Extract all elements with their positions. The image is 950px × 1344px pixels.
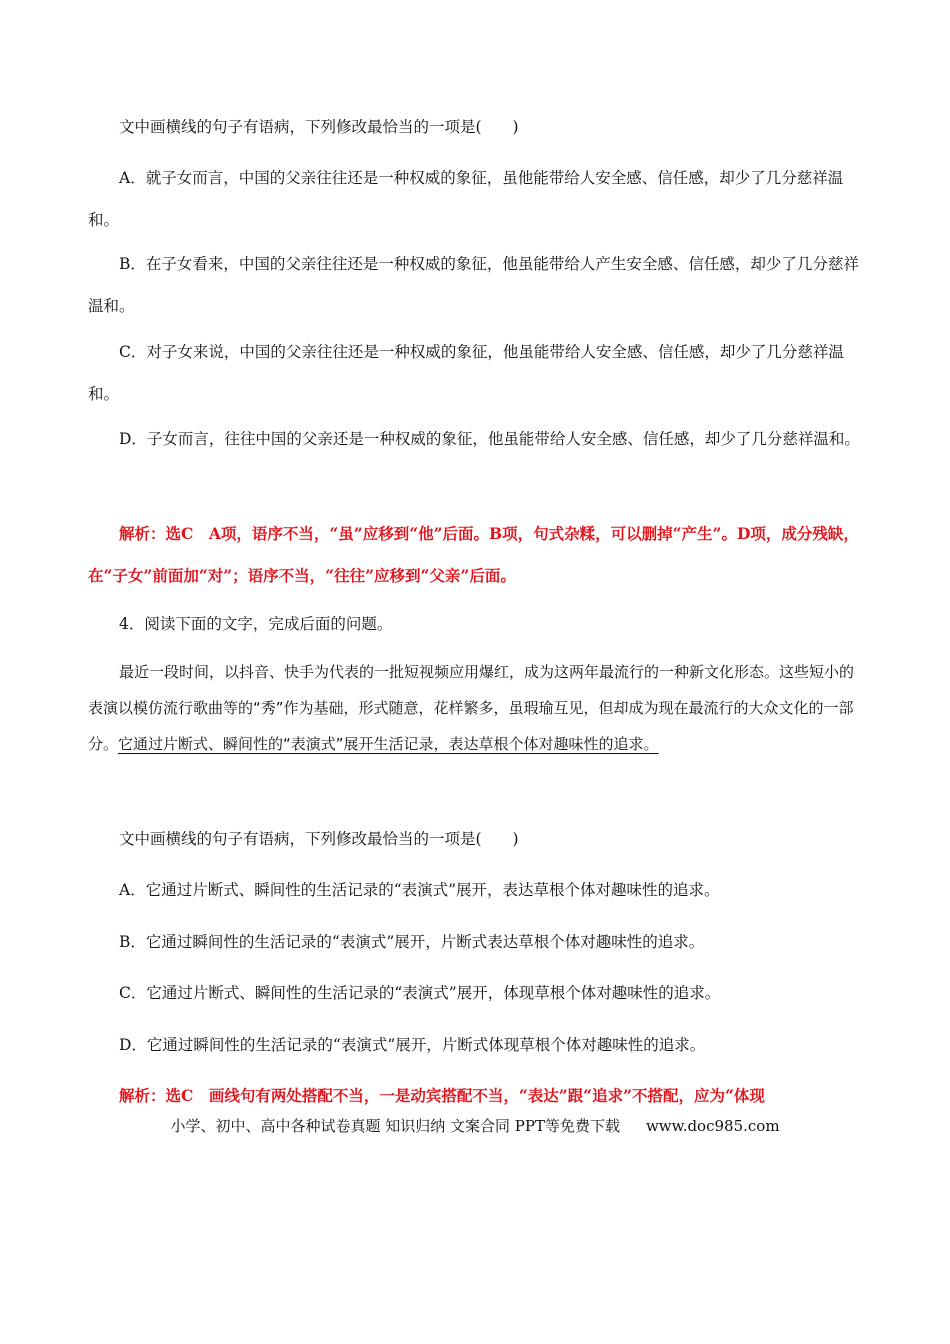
q3-option-c: C．对子女来说，中国的父亲往往还是一种权威的象征，他虽能带给人安全感、信任感，却少了几分慈祥温和。 (88, 343, 844, 403)
q4-option-d: D．它通过瞬间性的生活记录的“表演式”展开，片断式体现草根个体对趣味性的追求。 (119, 1036, 706, 1054)
q4-option-c: C．它通过片断式、瞬间性的生活记录的“表演式”展开，体现草根个体对趣味性的追求。 (119, 984, 721, 1002)
q4-intro: 4．阅读下面的文字，完成后面的问题。 (119, 615, 393, 633)
q4-option-b: B．它通过瞬间性的生活记录的“表演式”展开，片断式表达草根个体对趣味性的追求。 (119, 933, 705, 951)
q3-analysis: 解析：选C A项，语序不当，“虽”应移到“他”后面。B项，句式杂糅，可以删掉“产生”。D项，成分残缺，在“子女”前面加“对”；语序不当，“往往”应移到“父亲”后面。 (88, 524, 859, 585)
q4-stem: 文中画横线的句子有语病，下列修改最恰当的一项是( ) (119, 830, 519, 848)
footer-text: 小学、初中、高中各种试卷真题 知识归纳 文案合同 PPT等免费下载 (170, 1117, 620, 1135)
q4-passage-text: 最近一段时间，以抖音、快手为代表的一批短视频应用爆红，成为这两年最流行的一种新文化形态。这些短小的表演以模仿流行歌曲等的“秀”作为基础，形式随意，花样繁多，虽瑕瑜互见，但却成为现在最流行的大众文化的一部分。 (88, 663, 855, 753)
q3-option-b: B．在子女看来，中国的父亲往往还是一种权威的象征，他虽能带给人产生安全感、信任感，却少了几分慈祥温和。 (88, 255, 859, 315)
q3-option-a: A．就子女而言，中国的父亲往往还是一种权威的象征，虽他能带给人安全感、信任感，却少了几分慈祥温和。 (88, 169, 844, 229)
q4-underlined-sentence: 它通过片断式、瞬间性的“表演式”展开生活记录，表达草根个体对趣味性的追求。 (118, 735, 659, 753)
q4-option-a: A．它通过片断式、瞬间性的生活记录的“表演式”展开，表达草根个体对趣味性的追求。 (119, 881, 720, 899)
footer-site-link[interactable]: www.doc985.com (645, 1117, 780, 1135)
q4-analysis: 解析：选C 画线句有两处搭配不当，一是动宾搭配不当，“表达”跟“追求”不搭配，应为“体现 (119, 1086, 765, 1105)
page-footer (0, 1112, 950, 1140)
q4-passage (88, 654, 864, 762)
q3-option-d: D．子女而言，往往中国的父亲还是一种权威的象征，他虽能带给人安全感、信任感，却少了几分慈祥温和。 (119, 430, 860, 448)
q3-stem: 文中画横线的句子有语病，下列修改最恰当的一项是( ) (119, 118, 519, 136)
